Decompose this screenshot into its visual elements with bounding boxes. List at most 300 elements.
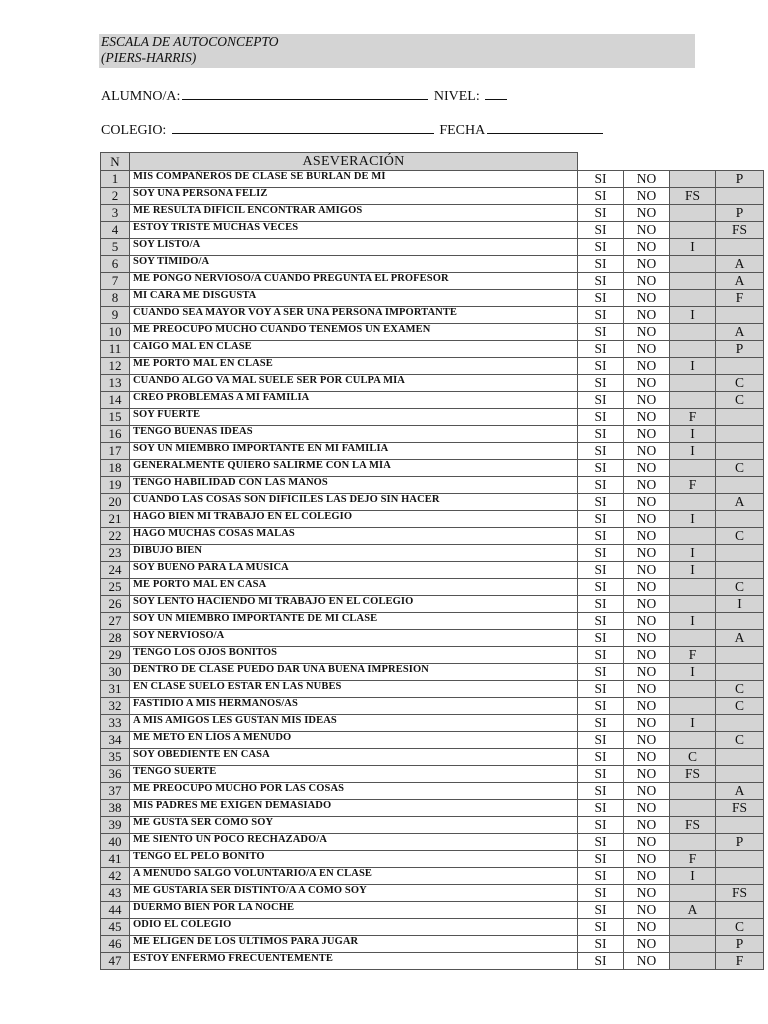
table-row: [101, 698, 764, 715]
scoring-key-yes: [670, 732, 716, 749]
answer-si-option[interactable]: SI: [578, 630, 624, 647]
answer-si-option[interactable]: SI: [578, 919, 624, 936]
answer-no-option[interactable]: NO: [624, 290, 670, 307]
answer-no-option[interactable]: NO: [624, 834, 670, 851]
scoring-key-no: C: [716, 732, 764, 749]
scoring-key-yes: I: [670, 239, 716, 256]
answer-si-option[interactable]: SI: [578, 681, 624, 698]
answer-si-option[interactable]: SI: [578, 477, 624, 494]
scoring-key-no: [716, 307, 764, 324]
row-number: 8: [101, 290, 130, 307]
table-row: [101, 426, 764, 443]
row-number: 9: [101, 307, 130, 324]
answer-si-option[interactable]: SI: [578, 358, 624, 375]
answer-si-option[interactable]: SI: [578, 902, 624, 919]
alumno-label: ALUMNO/A:: [101, 89, 181, 104]
row-statement: EN CLASE SUELO ESTAR EN LAS NUBES: [130, 681, 578, 698]
row-statement: DENTRO DE CLASE PUEDO DAR UNA BUENA IMPRESIÓN: [130, 664, 578, 681]
scoring-key-no: C: [716, 698, 764, 715]
table-row: [101, 902, 764, 919]
scoring-key-no: F: [716, 290, 764, 307]
student-line: [101, 86, 509, 105]
scoring-key-no: [716, 851, 764, 868]
scoring-key-no: I: [716, 596, 764, 613]
answer-si-option[interactable]: SI: [578, 188, 624, 205]
scoring-key-no: P: [716, 171, 764, 188]
answer-no-option[interactable]: NO: [624, 953, 670, 970]
scoring-key-yes: I: [670, 358, 716, 375]
scoring-key-no: C: [716, 460, 764, 477]
row-number: 33: [101, 715, 130, 732]
answer-no-option[interactable]: NO: [624, 630, 670, 647]
answer-si-option[interactable]: SI: [578, 698, 624, 715]
scoring-key-no: C: [716, 681, 764, 698]
table-row: [101, 171, 764, 188]
row-statement: ME PORTO MAL EN CLASE: [130, 358, 578, 375]
row-statement: ME PREOCUPO MUCHO CUANDO TENEMOS UN EXAMEN: [130, 324, 578, 341]
answer-no-option[interactable]: NO: [624, 188, 670, 205]
scoring-key-no: A: [716, 324, 764, 341]
answer-si-option[interactable]: SI: [578, 290, 624, 307]
answer-no-option[interactable]: NO: [624, 426, 670, 443]
scoring-key-yes: F: [670, 647, 716, 664]
row-statement: ESTOY ENFERMO FRECUENTEMENTE: [130, 953, 578, 970]
answer-si-option[interactable]: SI: [578, 171, 624, 188]
answer-no-option[interactable]: NO: [624, 494, 670, 511]
table-row: [101, 494, 764, 511]
answer-si-option[interactable]: SI: [578, 392, 624, 409]
scoring-key-yes: [670, 375, 716, 392]
scoring-key-no: A: [716, 256, 764, 273]
row-statement: ME PREOCUPO MUCHO POR LAS COSAS: [130, 783, 578, 800]
table-row: [101, 239, 764, 256]
row-statement: SOY FUERTE: [130, 409, 578, 426]
row-statement: SOY LISTO/A: [130, 239, 578, 256]
row-statement: GENERALMENTE QUIERO SALIRME CON LA MÍA: [130, 460, 578, 477]
row-number: 5: [101, 239, 130, 256]
scoring-key-yes: [670, 494, 716, 511]
scoring-key-yes: C: [670, 749, 716, 766]
answer-no-option[interactable]: NO: [624, 409, 670, 426]
row-number: 4: [101, 222, 130, 239]
scoring-key-no: C: [716, 919, 764, 936]
row-number: 20: [101, 494, 130, 511]
scoring-key-no: [716, 443, 764, 460]
table-row: [101, 562, 764, 579]
scoring-key-no: A: [716, 630, 764, 647]
table-row: [101, 545, 764, 562]
answer-si-option[interactable]: SI: [578, 783, 624, 800]
questionnaire-table: [100, 152, 764, 970]
scoring-key-yes: I: [670, 664, 716, 681]
answer-no-option[interactable]: NO: [624, 936, 670, 953]
row-statement: CUANDO SEA MAYOR VOY A SER UNA PERSONA IMPORTANTE: [130, 307, 578, 324]
scoring-key-no: [716, 426, 764, 443]
scoring-key-yes: [670, 885, 716, 902]
table-row: [101, 307, 764, 324]
answer-no-option[interactable]: NO: [624, 528, 670, 545]
table-row: [101, 477, 764, 494]
scoring-key-no: [716, 511, 764, 528]
row-number: 27: [101, 613, 130, 630]
answer-no-option[interactable]: NO: [624, 902, 670, 919]
table-row: [101, 358, 764, 375]
row-number: 22: [101, 528, 130, 545]
scoring-key-no: [716, 562, 764, 579]
scoring-key-no: [716, 902, 764, 919]
scoring-key-no: C: [716, 528, 764, 545]
scoring-key-no: A: [716, 273, 764, 290]
answer-si-option[interactable]: SI: [578, 239, 624, 256]
scoring-key-no: [716, 477, 764, 494]
table-row: [101, 409, 764, 426]
document-subtitle: (PIERS-HARRIS): [101, 50, 197, 65]
table-row: [101, 222, 764, 239]
row-statement: SOY OBEDIENTE EN CASA: [130, 749, 578, 766]
answer-si-option[interactable]: SI: [578, 222, 624, 239]
answer-si-option[interactable]: SI: [578, 409, 624, 426]
answer-no-option[interactable]: NO: [624, 205, 670, 222]
answer-no-option[interactable]: NO: [624, 766, 670, 783]
row-statement: TENGO SUERTE: [130, 766, 578, 783]
scoring-key-yes: [670, 528, 716, 545]
answer-si-option[interactable]: SI: [578, 273, 624, 290]
row-statement: ESTOY TRISTE MUCHAS VECES: [130, 222, 578, 239]
answer-si-option[interactable]: SI: [578, 613, 624, 630]
answer-no-option[interactable]: NO: [624, 239, 670, 256]
row-number: 43: [101, 885, 130, 902]
row-number: 29: [101, 647, 130, 664]
row-number: 18: [101, 460, 130, 477]
scoring-key-yes: [670, 698, 716, 715]
table-row: [101, 919, 764, 936]
scoring-key-yes: I: [670, 511, 716, 528]
answer-no-option[interactable]: NO: [624, 715, 670, 732]
answer-si-option[interactable]: SI: [578, 953, 624, 970]
row-statement: ME METO EN LÍOS A MENUDO: [130, 732, 578, 749]
scoring-key-yes: [670, 596, 716, 613]
scoring-key-yes: [670, 290, 716, 307]
row-statement: SOY BUENO PARA LA MÚSICA: [130, 562, 578, 579]
answer-no-option[interactable]: NO: [624, 647, 670, 664]
answer-no-option[interactable]: NO: [624, 341, 670, 358]
scoring-key-yes: I: [670, 868, 716, 885]
answer-si-option[interactable]: SI: [578, 817, 624, 834]
row-number: 26: [101, 596, 130, 613]
row-number: 34: [101, 732, 130, 749]
table-row: [101, 290, 764, 307]
scoring-key-no: [716, 239, 764, 256]
scoring-key-yes: [670, 800, 716, 817]
row-number: 37: [101, 783, 130, 800]
answer-si-option[interactable]: SI: [578, 511, 624, 528]
row-statement: SOY UN MIEMBRO IMPORTANTE EN MI FAMILIA: [130, 443, 578, 460]
row-statement: ODIO EL COLEGIO: [130, 919, 578, 936]
scoring-key-no: FS: [716, 885, 764, 902]
row-number: 32: [101, 698, 130, 715]
answer-no-option[interactable]: NO: [624, 800, 670, 817]
answer-si-option[interactable]: SI: [578, 494, 624, 511]
row-number: 41: [101, 851, 130, 868]
answer-no-option[interactable]: NO: [624, 664, 670, 681]
scoring-key-yes: [670, 392, 716, 409]
row-number: 15: [101, 409, 130, 426]
scoring-key-no: [716, 715, 764, 732]
row-statement: DUERMO BIEN POR LA NOCHE: [130, 902, 578, 919]
document-title: ESCALA DE AUTOCONCEPTO: [101, 34, 279, 49]
answer-no-option[interactable]: NO: [624, 783, 670, 800]
row-statement: ME SIENTO UN POCO RECHAZADO/A: [130, 834, 578, 851]
scoring-key-yes: [670, 936, 716, 953]
colegio-label: COLEGIO:: [101, 123, 167, 138]
answer-no-option[interactable]: NO: [624, 443, 670, 460]
scoring-key-no: [716, 358, 764, 375]
scoring-key-no: P: [716, 341, 764, 358]
answer-si-option[interactable]: SI: [578, 443, 624, 460]
answer-no-option[interactable]: NO: [624, 698, 670, 715]
scoring-key-yes: F: [670, 477, 716, 494]
answer-si-option[interactable]: SI: [578, 834, 624, 851]
fecha-field[interactable]: [487, 120, 603, 134]
scoring-key-no: P: [716, 834, 764, 851]
colegio-field[interactable]: [172, 120, 434, 134]
table-row: [101, 817, 764, 834]
table-row: [101, 953, 764, 970]
table-row: [101, 800, 764, 817]
row-statement: MI CARA ME DISGUSTA: [130, 290, 578, 307]
table-row: [101, 715, 764, 732]
row-number: 46: [101, 936, 130, 953]
answer-si-option[interactable]: SI: [578, 375, 624, 392]
row-number: 36: [101, 766, 130, 783]
table-row: [101, 681, 764, 698]
scoring-key-no: [716, 766, 764, 783]
answer-no-option[interactable]: NO: [624, 868, 670, 885]
answer-si-option[interactable]: SI: [578, 256, 624, 273]
answer-no-option[interactable]: NO: [624, 392, 670, 409]
row-statement: TENGO HABILIDAD CON LAS MANOS: [130, 477, 578, 494]
table-row: [101, 375, 764, 392]
answer-no-option[interactable]: NO: [624, 732, 670, 749]
answer-si-option[interactable]: SI: [578, 766, 624, 783]
answer-si-option[interactable]: SI: [578, 205, 624, 222]
table-row: [101, 834, 764, 851]
answer-si-option[interactable]: SI: [578, 885, 624, 902]
scoring-key-no: [716, 749, 764, 766]
scoring-key-yes: I: [670, 613, 716, 630]
table-row: [101, 647, 764, 664]
scoring-key-no: F: [716, 953, 764, 970]
table-row: [101, 596, 764, 613]
answer-si-option[interactable]: SI: [578, 664, 624, 681]
scoring-key-no: [716, 868, 764, 885]
scoring-key-yes: I: [670, 426, 716, 443]
answer-no-option[interactable]: NO: [624, 681, 670, 698]
row-statement: ME ELIGEN DE LOS ÚLTIMOS PARA JUGAR: [130, 936, 578, 953]
scoring-key-yes: [670, 630, 716, 647]
table-row: [101, 341, 764, 358]
answer-si-option[interactable]: SI: [578, 800, 624, 817]
row-number: 35: [101, 749, 130, 766]
scoring-key-yes: [670, 222, 716, 239]
answer-si-option[interactable]: SI: [578, 715, 624, 732]
answer-no-option[interactable]: NO: [624, 919, 670, 936]
row-statement: CAIGO MAL EN CLASE: [130, 341, 578, 358]
answer-si-option[interactable]: SI: [578, 562, 624, 579]
row-number: 1: [101, 171, 130, 188]
scoring-key-yes: F: [670, 409, 716, 426]
scoring-key-yes: [670, 681, 716, 698]
answer-si-option[interactable]: SI: [578, 579, 624, 596]
answer-no-option[interactable]: NO: [624, 256, 670, 273]
answer-no-option[interactable]: NO: [624, 375, 670, 392]
row-statement: A MIS AMIGOS LES GUSTAN MIS IDEAS: [130, 715, 578, 732]
scoring-key-no: P: [716, 205, 764, 222]
table-row: [101, 936, 764, 953]
scoring-key-yes: [670, 460, 716, 477]
row-number: 44: [101, 902, 130, 919]
row-number: 7: [101, 273, 130, 290]
row-number: 40: [101, 834, 130, 851]
answer-si-option[interactable]: SI: [578, 324, 624, 341]
answer-si-option[interactable]: SI: [578, 460, 624, 477]
row-number: 3: [101, 205, 130, 222]
table-row: [101, 630, 764, 647]
fecha-label: FECHA: [439, 123, 486, 138]
answer-no-option[interactable]: NO: [624, 511, 670, 528]
table-row: [101, 613, 764, 630]
table-row: [101, 664, 764, 681]
scoring-key-no: A: [716, 783, 764, 800]
row-statement: FASTIDIO A MIS HERMANOS/AS: [130, 698, 578, 715]
answer-si-option[interactable]: SI: [578, 868, 624, 885]
table-row: [101, 732, 764, 749]
table-header-row: [101, 153, 764, 171]
answer-no-option[interactable]: NO: [624, 749, 670, 766]
nivel-field[interactable]: [485, 86, 507, 100]
table-row: [101, 851, 764, 868]
row-number: 38: [101, 800, 130, 817]
row-statement: MIS PADRES ME EXIGEN DEMASIADO: [130, 800, 578, 817]
scoring-key-no: P: [716, 936, 764, 953]
row-statement: TENGO LOS OJOS BONITOS: [130, 647, 578, 664]
answer-si-option[interactable]: SI: [578, 528, 624, 545]
scoring-key-yes: FS: [670, 817, 716, 834]
scoring-key-yes: I: [670, 443, 716, 460]
row-statement: ME GUSTA SER COMO SOY: [130, 817, 578, 834]
scoring-key-yes: [670, 579, 716, 596]
alumno-field[interactable]: [182, 86, 428, 100]
scoring-key-no: C: [716, 375, 764, 392]
table-row: [101, 528, 764, 545]
scoring-key-yes: [670, 919, 716, 936]
row-number: 21: [101, 511, 130, 528]
answer-no-option[interactable]: NO: [624, 885, 670, 902]
table-row: [101, 392, 764, 409]
row-number: 17: [101, 443, 130, 460]
scoring-key-yes: [670, 783, 716, 800]
answer-no-option[interactable]: NO: [624, 545, 670, 562]
scoring-key-no: [716, 545, 764, 562]
answer-no-option[interactable]: NO: [624, 477, 670, 494]
scoring-key-no: [716, 647, 764, 664]
row-number: 16: [101, 426, 130, 443]
row-statement: SOY UNA PERSONA FELIZ: [130, 188, 578, 205]
table-row: [101, 256, 764, 273]
answer-si-option[interactable]: SI: [578, 749, 624, 766]
scoring-key-yes: F: [670, 851, 716, 868]
column-statement-header: ASEVERACIÓN: [130, 153, 578, 171]
table-row: [101, 443, 764, 460]
row-statement: HAGO BIEN MI TRABAJO EN EL COLEGIO: [130, 511, 578, 528]
answer-si-option[interactable]: SI: [578, 341, 624, 358]
answer-no-option[interactable]: NO: [624, 358, 670, 375]
answer-si-option[interactable]: SI: [578, 545, 624, 562]
answer-si-option[interactable]: SI: [578, 936, 624, 953]
table-body: [101, 171, 764, 970]
answer-no-option[interactable]: NO: [624, 596, 670, 613]
scoring-key-yes: I: [670, 562, 716, 579]
scoring-key-no: A: [716, 494, 764, 511]
answer-si-option[interactable]: SI: [578, 596, 624, 613]
column-n-header: N: [101, 153, 130, 171]
scoring-key-yes: [670, 273, 716, 290]
table-row: [101, 460, 764, 477]
answer-si-option[interactable]: SI: [578, 851, 624, 868]
row-number: 28: [101, 630, 130, 647]
scoring-key-no: C: [716, 579, 764, 596]
answer-si-option[interactable]: SI: [578, 732, 624, 749]
row-number: 30: [101, 664, 130, 681]
table-row: [101, 273, 764, 290]
row-statement: ME PORTO MAL EN CASA: [130, 579, 578, 596]
answer-no-option[interactable]: NO: [624, 307, 670, 324]
answer-no-option[interactable]: NO: [624, 562, 670, 579]
answer-no-option[interactable]: NO: [624, 817, 670, 834]
scoring-key-no: [716, 817, 764, 834]
answer-si-option[interactable]: SI: [578, 307, 624, 324]
answer-si-option[interactable]: SI: [578, 647, 624, 664]
row-number: 31: [101, 681, 130, 698]
answer-no-option[interactable]: NO: [624, 613, 670, 630]
scoring-key-no: [716, 409, 764, 426]
row-number: 12: [101, 358, 130, 375]
answer-no-option[interactable]: NO: [624, 273, 670, 290]
scoring-key-yes: [670, 205, 716, 222]
scoring-key-no: [716, 188, 764, 205]
scoring-key-no: C: [716, 392, 764, 409]
scoring-key-yes: [670, 256, 716, 273]
scoring-key-yes: [670, 341, 716, 358]
table-row: [101, 885, 764, 902]
answer-no-option[interactable]: NO: [624, 460, 670, 477]
row-number: 24: [101, 562, 130, 579]
answer-si-option[interactable]: SI: [578, 426, 624, 443]
table-row: [101, 766, 764, 783]
row-statement: SOY UN MIEMBRO IMPORTANTE DE MI CLASE: [130, 613, 578, 630]
answer-no-option[interactable]: NO: [624, 171, 670, 188]
answer-no-option[interactable]: NO: [624, 324, 670, 341]
row-statement: SOY NERVIOSO/A: [130, 630, 578, 647]
answer-no-option[interactable]: NO: [624, 851, 670, 868]
row-number: 6: [101, 256, 130, 273]
scoring-key-no: [716, 613, 764, 630]
scoring-key-yes: [670, 953, 716, 970]
answer-no-option[interactable]: NO: [624, 579, 670, 596]
answer-no-option[interactable]: NO: [624, 222, 670, 239]
row-statement: DIBUJO BIEN: [130, 545, 578, 562]
school-line: [101, 120, 605, 139]
